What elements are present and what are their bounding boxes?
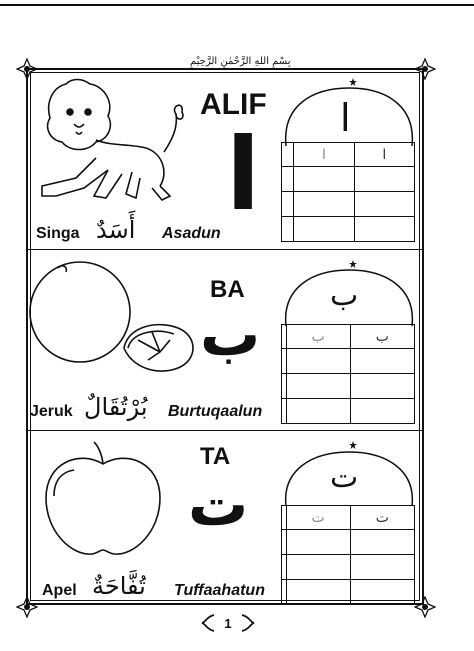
- corner-ornament-icon: [16, 58, 38, 80]
- corner-ornament-icon: [414, 596, 436, 618]
- big-letter-alif: ا: [226, 116, 261, 233]
- grid-cell[interactable]: [286, 580, 350, 605]
- grid-cell[interactable]: [282, 143, 294, 167]
- grid-cell[interactable]: ت: [350, 506, 414, 530]
- word-latin-jeruk: Jeruk: [30, 403, 73, 420]
- page-number-ornament-left-icon: [200, 614, 216, 632]
- grid-cell[interactable]: [294, 167, 354, 192]
- word-latin-singa: Singa: [36, 225, 80, 242]
- grid-cell[interactable]: [354, 217, 414, 242]
- grid-cell[interactable]: [354, 167, 414, 192]
- word-arabic-asadun: أَسَدٌ: [96, 216, 136, 244]
- grid-cell[interactable]: [286, 399, 350, 424]
- grid-cell[interactable]: [286, 374, 350, 399]
- section-divider: [28, 430, 422, 431]
- header-basmala: بِسْمِ اللهِ الرَّحْمٰنِ الرَّحِيْمِ: [190, 56, 291, 67]
- grid-cell[interactable]: ب: [286, 325, 350, 349]
- grid-cell[interactable]: [354, 192, 414, 217]
- apple-illustration: [40, 440, 166, 560]
- grid-cell[interactable]: [286, 349, 350, 374]
- word-arabic-tuffaahatun: تُفَّاحَةٌ: [92, 572, 146, 600]
- lion-illustration: [36, 74, 186, 206]
- writing-grid-alif: [281, 142, 415, 242]
- oval-letter-alif: ا: [340, 96, 351, 140]
- writing-grid-ba: [281, 324, 415, 424]
- big-letter-ba: ب: [200, 300, 261, 370]
- grid-cell[interactable]: [294, 192, 354, 217]
- corner-ornament-icon: [414, 58, 436, 80]
- top-edge-line: [0, 4, 474, 6]
- writing-grid-ta: [281, 505, 415, 605]
- grid-cell[interactable]: [350, 349, 414, 374]
- grid-cell[interactable]: [350, 555, 414, 580]
- crescent-star-icon: [340, 437, 358, 451]
- grid-cell[interactable]: [350, 530, 414, 555]
- grid-cell[interactable]: [282, 217, 294, 242]
- grid-cell[interactable]: ا: [354, 143, 414, 167]
- page-number-ornament-right-icon: [240, 614, 256, 632]
- grid-cell[interactable]: ب: [350, 325, 414, 349]
- letter-name-ba: BA: [210, 276, 245, 303]
- grid-cell[interactable]: [350, 580, 414, 605]
- corner-ornament-icon: [16, 596, 38, 618]
- orange-illustration: [28, 256, 200, 378]
- oval-letter-ta: ت: [330, 460, 359, 495]
- grid-cell[interactable]: [294, 217, 354, 242]
- word-latin-apel: Apel: [42, 582, 77, 599]
- letter-name-alif: ALIF: [200, 88, 267, 121]
- grid-cell[interactable]: [286, 555, 350, 580]
- letter-name-ta: TA: [200, 443, 231, 470]
- grid-cell[interactable]: [282, 192, 294, 217]
- grid-cell[interactable]: [286, 530, 350, 555]
- transliteration-tuffaahatun: Tuffaahatun: [174, 582, 265, 599]
- grid-cell[interactable]: [282, 167, 294, 192]
- word-arabic-burtuqaalun: بُرْتُقَالٌ: [84, 393, 148, 421]
- grid-cell[interactable]: [350, 374, 414, 399]
- oval-letter-ba: ب: [330, 278, 359, 313]
- transliteration-asadun: Asadun: [162, 225, 221, 242]
- grid-cell[interactable]: [350, 399, 414, 424]
- grid-cell[interactable]: ا: [294, 143, 354, 167]
- page-number: 1: [224, 616, 232, 631]
- transliteration-burtuqaalun: Burtuqaalun: [168, 403, 263, 420]
- section-divider: [28, 249, 422, 250]
- grid-cell[interactable]: ت: [286, 506, 350, 530]
- big-letter-ta: ت: [188, 470, 249, 540]
